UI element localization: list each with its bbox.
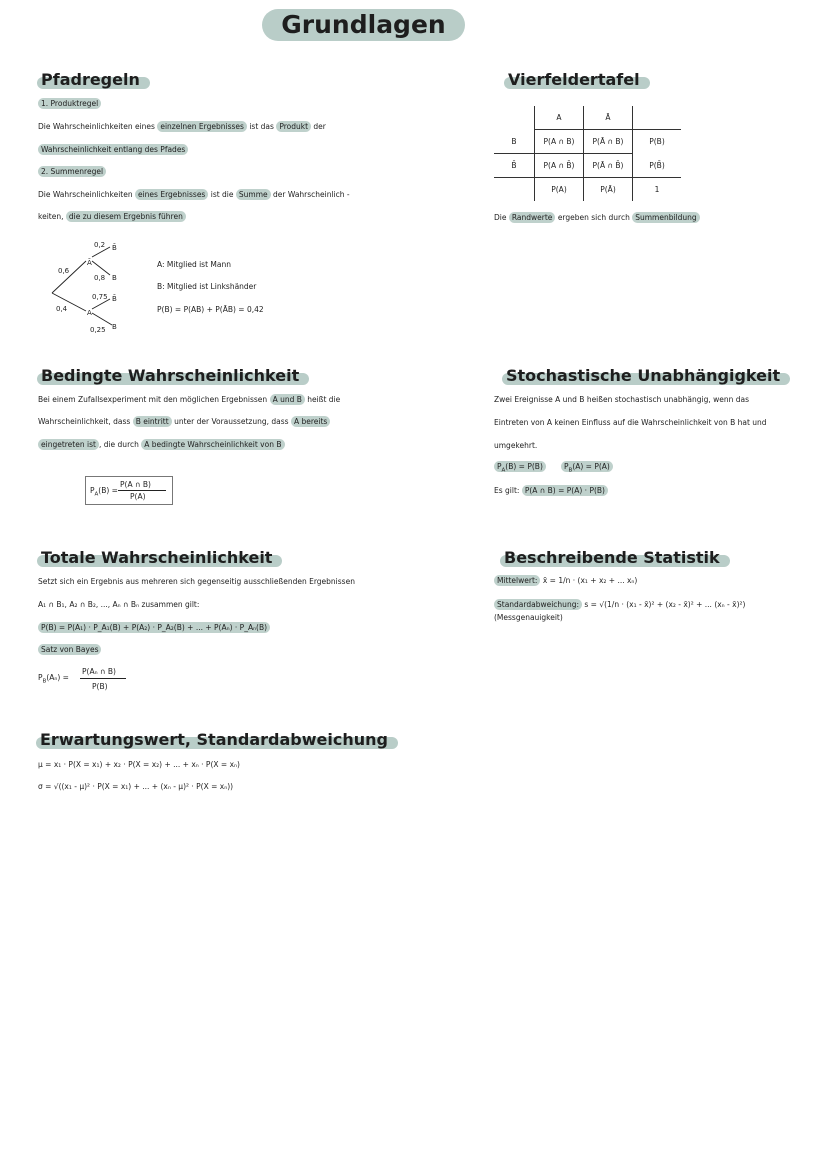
table-cell: P(Ā): [584, 178, 633, 202]
table-row: [494, 154, 681, 178]
unabh-formula-2: $P_B(A) = P(A)$: [561, 462, 613, 476]
prob-a-bbar: 0,75: [92, 293, 108, 301]
table-cell: [494, 178, 535, 202]
heading-erwartungswert: Erwartungswert, Standardabweichung: [40, 730, 388, 750]
node-b-2: B: [112, 323, 117, 331]
bayes-formula-lhs: $P_B(A_n)$ =: [38, 673, 69, 685]
table-cell: 1: [654, 185, 660, 194]
total-text-1: Setzt sich ein Ergebnis aus mehreren sich gegenseitig ausschließenden Ergebnissen: [38, 577, 355, 586]
bedingt-formula-num: P(A ∩ B): [120, 480, 151, 489]
unabh-formula-1: $P_A(B) = P(B)$: [494, 462, 546, 476]
bedingt-text-1: Bei einem Zufallsexperiment mit den möglichen Ergebnissen A und B heißt die: [38, 395, 341, 404]
bedingt-formula-lhs: $P_A(B)$ =: [90, 486, 118, 498]
vierfelder-note: Die Randwerte ergeben sich durch Summenbildung: [494, 213, 700, 223]
prob-abar-bbar: 0,2: [94, 241, 106, 249]
heading-bedingte-wahrscheinlichkeit: Bedingte Wahrscheinlichkeit: [41, 366, 299, 386]
bayes-formula-num: P(Aₙ ∩ B): [82, 667, 116, 676]
heading-vierfeldertafel: Vierfeldertafel: [508, 70, 640, 90]
node-bbar-1: B̄: [112, 244, 117, 252]
unabh-text-2: Eintreten von A keinen Einfluss auf die Wahrscheinlichkeit von B hat und: [494, 418, 767, 427]
legend-a: A: Mitglied ist Mann: [157, 260, 231, 269]
table-cell: B̄: [494, 154, 535, 178]
mittelwert-line: Mittelwert: x̄ = 1/n · (x₁ + x₂ + ... xₙ): [494, 576, 637, 586]
legend-formula: P(B) = P(AB) + P(ĀB) = 0,42: [157, 305, 264, 314]
table-cell: Ā: [584, 106, 633, 130]
node-bbar-2: B̄: [112, 295, 117, 303]
heading-pfadregeln: Pfadregeln: [41, 70, 140, 90]
branch-abar-b: [92, 261, 110, 275]
summenregel-text-1: Die Wahrscheinlichkeiten eines Ergebnisses ist die Summe der Wahrscheinlich -: [38, 190, 350, 199]
total-text-2: A₁ ∩ B₁, A₂ ∩ B₂, ..., Aₙ ∩ Bₙ zusammen gilt:: [38, 600, 200, 609]
produktregel-label: 1. Produktregel: [38, 99, 101, 109]
table-cell: P(B): [649, 137, 665, 147]
page-title: Grundlagen: [262, 9, 465, 41]
branch-a-b: [92, 313, 112, 325]
standardabweichung-note: (Messgenauigkeit): [494, 613, 563, 622]
table-cell: A: [535, 106, 584, 130]
heading-beschreibende-statistik: Beschreibende Statistik: [504, 548, 720, 568]
standardabweichung-line: Standardabweichung: s = √(1/n · (x₁ - x̄)² + (x₂ - x̄)² + ... (xₙ - x̄)²): [494, 600, 745, 610]
bayes-formula-den: P(B): [92, 682, 108, 691]
prob-a-b: 0,25: [90, 326, 106, 334]
summenregel-label: 2. Summenregel: [38, 167, 106, 177]
bedingt-text-2: Wahrscheinlichkeit, dass B eintritt unter der Voraussetzung, dass A bereits: [38, 417, 330, 427]
unabh-formula-3: Es gilt: P(A ∩ B) = P(A) · P(B): [494, 486, 608, 496]
unabh-text-1: Zwei Ereignisse A und B heißen stochastisch unabhängig, wenn das: [494, 395, 749, 404]
node-a: A: [87, 309, 92, 317]
table-cell: P(Ā ∩ B): [584, 130, 633, 154]
table-row: [494, 106, 681, 130]
heading-stochastische-unabhaengigkeit: Stochastische Unabhängigkeit: [506, 366, 780, 386]
table-row: [494, 130, 681, 154]
table-cell: P(A ∩ B̄): [535, 154, 584, 178]
summenregel-text-2: keiten, die zu diesem Ergebnis führen: [38, 212, 186, 222]
erwartungswert-formula: μ = x₁ · P(X = x₁) + x₂ · P(X = x₂) + ... + xₙ · P(X = xₙ): [38, 760, 240, 769]
heading-totale-wahrscheinlichkeit: Totale Wahrscheinlichkeit: [41, 548, 272, 568]
branch-abar: [52, 261, 86, 293]
probability-tree: [50, 235, 140, 335]
table-cell: [633, 106, 682, 130]
table-cell: P(Ā ∩ B̄): [584, 154, 633, 178]
standardabweichung-formula: σ = √((x₁ - μ)² · P(X = x₁) + ... + (xₙ - μ)² · P(X = xₙ)): [38, 782, 234, 791]
node-b-1: B: [112, 274, 117, 282]
bedingt-text-3: eingetreten ist , die durch A bedingte Wahrscheinlichkeit von B: [38, 440, 285, 450]
legend-b: B: Mitglied ist Linkshänder: [157, 282, 257, 291]
total-formula: P(B) = P(A₁) · P_A₁(B) + P(A₂) · P_A₂(B) + ... + P(Aₙ) · P_Aₙ(B): [38, 623, 270, 633]
prob-bot: 0,4: [56, 305, 68, 313]
produktregel-text-2: Wahrscheinlichkeit entlang des Pfades: [38, 145, 188, 155]
table-cell: P(A ∩ B): [535, 130, 584, 154]
table-row: [494, 178, 681, 202]
bayes-label: Satz von Bayes: [38, 645, 101, 655]
table-cell: [494, 106, 535, 130]
table-cell: B: [494, 130, 535, 154]
bedingt-formula-den: P(A): [130, 492, 146, 501]
table-cell: P(B̄): [633, 154, 682, 178]
table-cell: P(A): [535, 178, 584, 202]
prob-abar-b: 0,8: [94, 274, 106, 282]
vierfeldertafel-table: [494, 106, 681, 201]
node-abar: Ā: [87, 259, 92, 267]
produktregel-text-1: Die Wahrscheinlichkeiten eines einzelnen Ergebnisses ist das Produkt der: [38, 122, 326, 131]
bedingt-formula-box: [85, 476, 173, 505]
unabh-text-3: umgekehrt.: [494, 441, 538, 450]
prob-top: 0,6: [58, 267, 70, 275]
